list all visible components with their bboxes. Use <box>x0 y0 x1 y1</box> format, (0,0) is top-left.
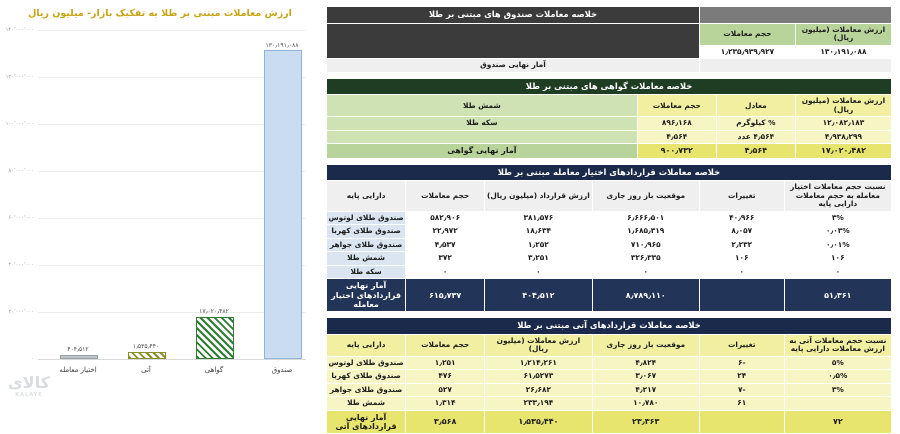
futures-header-open: موقعیت باز روز جاری <box>592 334 699 356</box>
futures-volume-2: ۵۲۷ <box>406 383 485 397</box>
futures-value-3: ۲۳۳٫۱۹۴ <box>485 397 592 411</box>
x-tick-label: آتی <box>141 366 151 374</box>
x-axis <box>38 359 306 360</box>
table-row <box>327 144 892 158</box>
futures-total-volume: ۳٫۵۶۸ <box>406 410 485 433</box>
chart-plot-area <box>5 27 306 362</box>
futures-header-asset: دارایی پایه <box>327 334 406 356</box>
y-tick-label: ۰ <box>31 356 34 362</box>
options-change-1: ۸٫۰۵۷ <box>699 225 784 239</box>
futures-open-2: ۴٫۲۱۷ <box>592 383 699 397</box>
futures-ratio-3 <box>784 397 891 411</box>
options-value-3: ۳٫۲۵۱ <box>485 252 592 266</box>
options-ratio-0: ۳% <box>784 211 891 225</box>
cert-value-0: ۱۲٫۰۸۲٫۱۸۳ <box>795 117 891 131</box>
options-header-ratio: نسبت حجم معاملات اختیار معامله به حجم معاملات دارایی پایه <box>784 181 891 212</box>
futures-asset-1: صندوق طلای کهربا <box>327 370 406 384</box>
certificates-table <box>326 78 892 159</box>
options-value-0: ۳۸۱٫۵۷۶ <box>485 211 592 225</box>
watermark-text: کالای <box>8 373 50 392</box>
bar-value-label: ۴۰۴٫۵۱۲ <box>67 346 89 353</box>
cert-total-volume: ۹۰۰٫۷۳۲ <box>637 144 716 158</box>
cert-equiv-1: ۴٫۵۶۴ عدد <box>716 130 795 144</box>
futures-header-change: تغییرات <box>699 334 784 356</box>
futures-header-value: ارزش معاملات (میلیون ریال) <box>485 334 592 356</box>
funds-title-cell <box>327 23 700 59</box>
funds-volume: ۱٫۲۳۵٫۹۳۹٫۹۲۷ <box>699 45 795 59</box>
options-header-volume: حجم معاملات <box>406 181 485 212</box>
futures-header-ratio: نسبت حجم معاملات آتی به ارزش معاملات دارایی پایه <box>784 334 891 356</box>
table-row <box>327 59 892 73</box>
table-row <box>327 238 892 252</box>
options-asset-2: صندوق طلای جواهر <box>327 238 406 252</box>
table-row <box>327 7 892 24</box>
options-total-open: ۸٫۷۸۹٫۱۱۰ <box>592 279 699 312</box>
futures-change-2: -۷ <box>699 383 784 397</box>
options-ratio-4: ۰ <box>784 265 891 279</box>
cert-value-1: ۴٫۹۳۸٫۲۹۹ <box>795 130 891 144</box>
gold-market-value-chart <box>0 0 320 404</box>
options-open-4: ۰ <box>592 265 699 279</box>
options-asset-4: سکه طلا <box>327 265 406 279</box>
futures-ratio-1: ۰٫۵% <box>784 370 891 384</box>
y-tick-label: ۸۰٬۰۰۰٬۰۰۰ <box>8 168 34 174</box>
options-table <box>326 164 892 312</box>
futures-asset-2: صندوق طلای جواهر <box>327 383 406 397</box>
options-open-3: ۳۲۶٫۳۳۵ <box>592 252 699 266</box>
tables-panel <box>322 0 900 431</box>
y-tick-label: ۴۰٬۰۰۰٬۰۰۰ <box>8 262 34 268</box>
futures-title: خلاصه معاملات قراردادهای آتی مبتنی بر طلا <box>327 317 892 334</box>
bar-rect <box>60 355 98 359</box>
y-tick-label: ۱۲۰٬۰۰۰٬۰۰۰ <box>5 74 34 80</box>
cert-equiv-0: % کیلوگرم <box>716 117 795 131</box>
futures-value-2: ۲۶٫۶۸۲ <box>485 383 592 397</box>
bar-value-label: ۱۳۰٫۱۹۱٫۰۸۸ <box>265 42 299 49</box>
table-row <box>327 265 892 279</box>
futures-asset-0: صندوق طلای لوتوس <box>327 356 406 370</box>
funds-table <box>326 6 892 73</box>
table-row <box>327 211 892 225</box>
table-row <box>327 225 892 239</box>
table-row <box>327 370 892 384</box>
options-change-2: ۲٫۲۳۲ <box>699 238 784 252</box>
futures-open-3: ۱۰٫۷۸۰ <box>592 397 699 411</box>
funds-total-spacer <box>699 59 891 73</box>
table-row <box>327 383 892 397</box>
options-total-value: ۴۰۴٫۵۱۲ <box>485 279 592 312</box>
y-tick-label: ۱۴۰٬۰۰۰٬۰۰۰ <box>5 27 34 33</box>
options-value-4: ۰ <box>485 265 592 279</box>
funds-header-volume: حجم معاملات <box>699 23 795 45</box>
futures-total-spacer <box>699 410 784 433</box>
futures-change-3: ۶۱ <box>699 397 784 411</box>
bar-series <box>38 30 306 359</box>
y-tick-label: ۲۰٬۰۰۰٬۰۰۰ <box>8 309 34 315</box>
table-row <box>327 117 892 131</box>
funds-title: خلاصه معاملات صندوق های مبتنی بر طلا <box>327 7 700 24</box>
futures-change-1: ۲۴ <box>699 370 784 384</box>
options-change-3: ۱۰۶ <box>699 252 784 266</box>
bar-rect <box>264 50 302 359</box>
certificates-title: خلاصه معاملات گواهی های مبتنی بر طلا <box>327 78 892 95</box>
options-open-0: ۶٫۶۶۶٫۵۰۱ <box>592 211 699 225</box>
table-row <box>327 317 892 334</box>
options-asset-0: صندوق طلای لوتوس <box>327 211 406 225</box>
futures-ratio-2: ۳% <box>784 383 891 397</box>
table-row <box>327 164 892 181</box>
cert-volume-0: ۸۹۶٫۱۶۸ <box>637 117 716 131</box>
futures-volume-3: ۱٫۳۱۴ <box>406 397 485 411</box>
cert-total-label: آمار نهایی گواهی <box>327 144 638 158</box>
options-ratio-2: ۰٫۰۱% <box>784 238 891 252</box>
options-volume-3: ۳۷۲ <box>406 252 485 266</box>
futures-total-open: ۲۳٫۳۶۳ <box>592 410 699 433</box>
options-total-change: ۵۱٫۳۶۱ <box>784 279 891 312</box>
cert-volume-1: ۴٫۵۶۴ <box>637 130 716 144</box>
futures-total-value: ۱٫۵۳۵٫۴۴۰ <box>485 410 592 433</box>
options-total-spacer <box>699 279 784 312</box>
bar-value-label: ۱٫۵۳۵٫۴۴۰ <box>132 343 160 350</box>
funds-header-value: ارزش معاملات (میلیون ریال) <box>795 23 891 45</box>
funds-spacer <box>699 7 891 24</box>
cert-total-value: ۱۷٫۰۲۰٫۴۸۲ <box>795 144 891 158</box>
table-row <box>327 279 892 312</box>
watermark-subtext: KALAYE <box>15 392 43 398</box>
options-header-open: موقعیت باز روز جاری <box>592 181 699 212</box>
cert-row-label-1: سکه طلا <box>327 117 638 131</box>
table-row <box>327 23 892 45</box>
table-row <box>327 95 892 117</box>
options-total-volume: ۶۱۵٫۷۳۷ <box>406 279 485 312</box>
options-value-1: ۱۸٫۶۳۴ <box>485 225 592 239</box>
options-asset-3: شمش طلا <box>327 252 406 266</box>
futures-volume-0: ۱٫۲۵۱ <box>406 356 485 370</box>
futures-table <box>326 317 892 434</box>
bar-rect <box>196 317 234 359</box>
futures-change-0: -۶ <box>699 356 784 370</box>
table-row <box>327 181 892 212</box>
futures-ratio-0: ۵% <box>784 356 891 370</box>
futures-open-1: ۳٫۰۶۷ <box>592 370 699 384</box>
table-row <box>327 252 892 266</box>
options-value-2: ۱٫۲۵۲ <box>485 238 592 252</box>
options-open-1: ۱٫۶۸۵٫۳۱۹ <box>592 225 699 239</box>
y-tick-label: ۶۰٬۰۰۰٬۰۰۰ <box>8 215 34 221</box>
options-volume-2: ۴٫۵۳۷ <box>406 238 485 252</box>
table-row <box>327 356 892 370</box>
cert-header-volume: حجم معاملات <box>637 95 716 117</box>
cert-header-value: ارزش معاملات (میلیون ریال) <box>795 95 891 117</box>
cert-row-label-0: شمش طلا <box>327 95 638 117</box>
table-row <box>327 78 892 95</box>
options-ratio-3: ۱۰۶ <box>784 252 891 266</box>
x-tick-label: اختیار معامله <box>59 366 97 374</box>
futures-header-volume: حجم معاملات <box>406 334 485 356</box>
table-row <box>327 334 892 356</box>
options-volume-4: ۰ <box>406 265 485 279</box>
futures-total-change: ۷۲ <box>784 410 891 433</box>
y-tick-label: ۱۰۰٬۰۰۰٬۰۰۰ <box>5 121 34 127</box>
cert-spacer <box>327 130 638 144</box>
options-title: خلاصه معاملات قراردادهای اختیار معامله مبتنی بر طلا <box>327 164 892 181</box>
options-header-change: تغییرات <box>699 181 784 212</box>
bar-rect <box>128 352 166 359</box>
futures-value-1: ۶۱٫۵۲۷۳ <box>485 370 592 384</box>
table-row <box>327 397 892 411</box>
table-row <box>327 410 892 433</box>
futures-volume-1: ۴۷۶ <box>406 370 485 384</box>
options-ratio-1: ۰٫۰۳% <box>784 225 891 239</box>
futures-asset-3: شمش طلا <box>327 397 406 411</box>
cert-total-equiv: ۴٫۵۶۴ <box>716 144 795 158</box>
futures-total-label: آمار نهایی قراردادهای آتی <box>327 410 406 433</box>
futures-value-0: ۱٫۲۱۴٫۲۶۱ <box>485 356 592 370</box>
chart-title: ارزش معاملات مبتنی بر طلا به تفکیک بازار- میلیون ریال <box>28 8 292 19</box>
table-row <box>327 130 892 144</box>
options-header-asset: دارایی پایه <box>327 181 406 212</box>
cert-header-equiv: معادل <box>716 95 795 117</box>
options-asset-1: صندوق طلای کهربا <box>327 225 406 239</box>
funds-total-label: آمار نهایی صندوق <box>327 59 700 73</box>
watermark <box>8 373 50 398</box>
options-open-2: ۷۱۰٫۹۶۵ <box>592 238 699 252</box>
options-change-4: ۰ <box>699 265 784 279</box>
x-tick-label: گواهی <box>204 366 224 374</box>
options-change-0: ۴۰٫۹۶۶ <box>699 211 784 225</box>
futures-open-0: ۴٫۸۲۴ <box>592 356 699 370</box>
funds-value: ۱۳۰٫۱۹۱٫۰۸۸ <box>795 45 891 59</box>
options-header-value: ارزش قرارداد (میلیون ریال) <box>485 181 592 212</box>
options-total-label: آمار نهایی قراردادهای اختیار معامله <box>327 279 406 312</box>
options-volume-1: ۲۲٫۹۷۲ <box>406 225 485 239</box>
options-volume-0: ۵۸۲٫۹۰۶ <box>406 211 485 225</box>
x-tick-label: صندوق <box>271 366 293 374</box>
bar-value-label: ۱۷٫۰۲۰٫۴۸۲ <box>199 308 229 315</box>
